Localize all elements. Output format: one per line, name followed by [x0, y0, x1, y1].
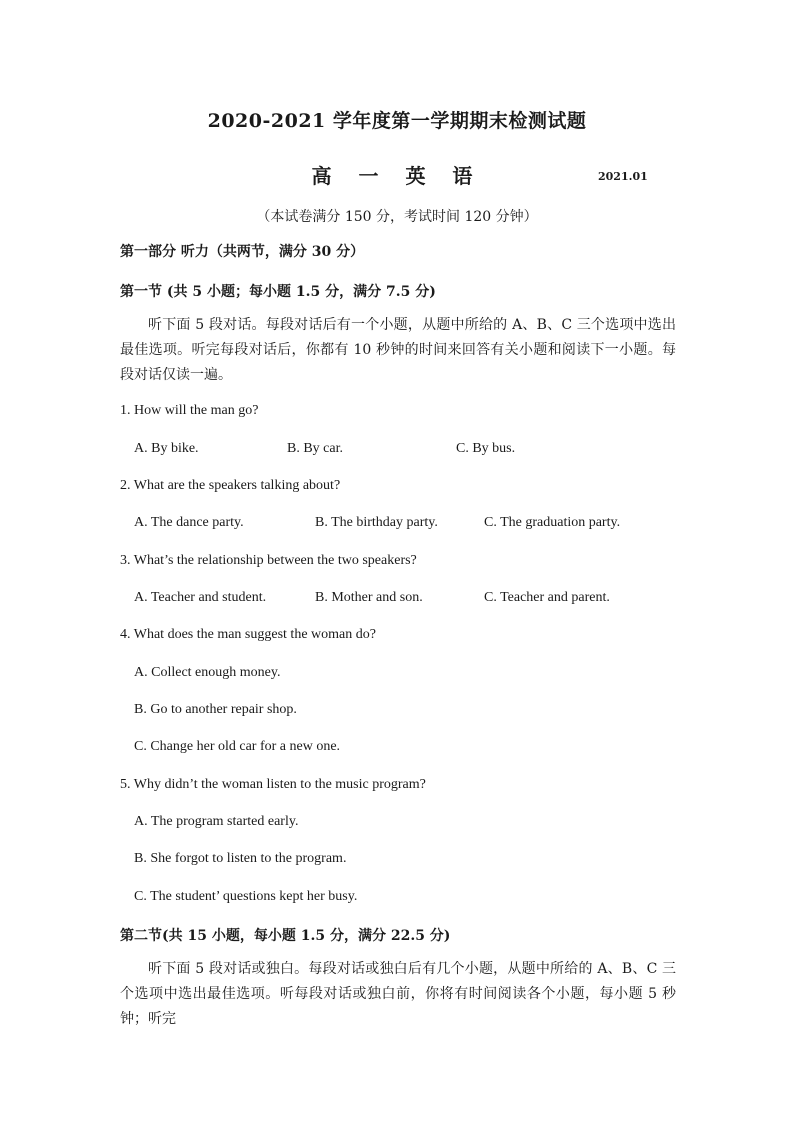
question-2-stem: 2. What are the speakers talking about? — [120, 478, 341, 493]
question-3-option-c: C. Teacher and parent. — [484, 590, 610, 605]
question-3-option-b: B. Mother and son. — [315, 590, 423, 605]
question-4-option-a: A. Collect enough money. — [134, 665, 281, 680]
section1-heading: 第一节 (共 5 小题；每小题 1.5 分，满分 7.5 分) — [120, 284, 436, 300]
section2-instructions: 听下面 5 段对话或独白。每段对话或独白后有几个小题，从题中所给的 A、B、C 三个选项中选出最佳选项。听每段对话或独白前，你将有时间阅读各个小题，每小题 5 秒钟；听完 — [120, 961, 676, 1027]
question-2-option-a: A. The dance party. — [134, 515, 244, 530]
question-5-option-b: B. She forgot to listen to the program. — [134, 851, 347, 866]
question-3-option-a: A. Teacher and student. — [134, 590, 267, 605]
question-2-option-c: C. The graduation party. — [484, 515, 621, 530]
section1-instructions: 听下面 5 段对话。每段对话后有一个小题，从题中所给的 A、B、C 三个选项中选出最佳选项。听完每段对话后，你都有 10 秒钟的时间来回答有关小题和阅读下一小题。每段对话仅读一遍。 — [120, 317, 676, 383]
question-4-option-b: B. Go to another repair shop. — [134, 702, 297, 717]
exam-title: 2020-2021 学年度第一学期期末检测试题 — [207, 110, 587, 132]
question-1-option-a: A. By bike. — [134, 441, 199, 456]
question-1-stem: 1. How will the man go? — [120, 403, 259, 418]
exam-note: （本试卷满分 150 分，考试时间 120 分钟） — [256, 209, 538, 225]
part1-heading: 第一部分 听力（共两节，满分 30 分） — [120, 244, 365, 260]
question-1-option-c: C. By bus. — [456, 441, 516, 456]
question-5-option-a: A. The program started early. — [134, 814, 299, 829]
question-3-stem: 3. What’s the relationship between the two speakers? — [120, 553, 417, 568]
question-4-option-c: C. Change her old car for a new one. — [134, 739, 341, 754]
question-5-option-c: C. The student’ questions kept her busy. — [134, 889, 358, 904]
question-4-stem: 4. What does the man suggest the woman do? — [120, 627, 376, 642]
section2-heading: 第二节(共 15 小题，每小题 1.5 分，满分 22.5 分) — [120, 928, 451, 944]
exam-date: 2021.01 — [598, 170, 648, 183]
exam-subject: 高 一 英 语 — [311, 164, 483, 188]
question-1-option-b: B. By car. — [287, 441, 343, 456]
question-2-option-b: B. The birthday party. — [315, 515, 438, 530]
question-5-stem: 5. Why didn’t the woman listen to the music program? — [120, 777, 426, 792]
